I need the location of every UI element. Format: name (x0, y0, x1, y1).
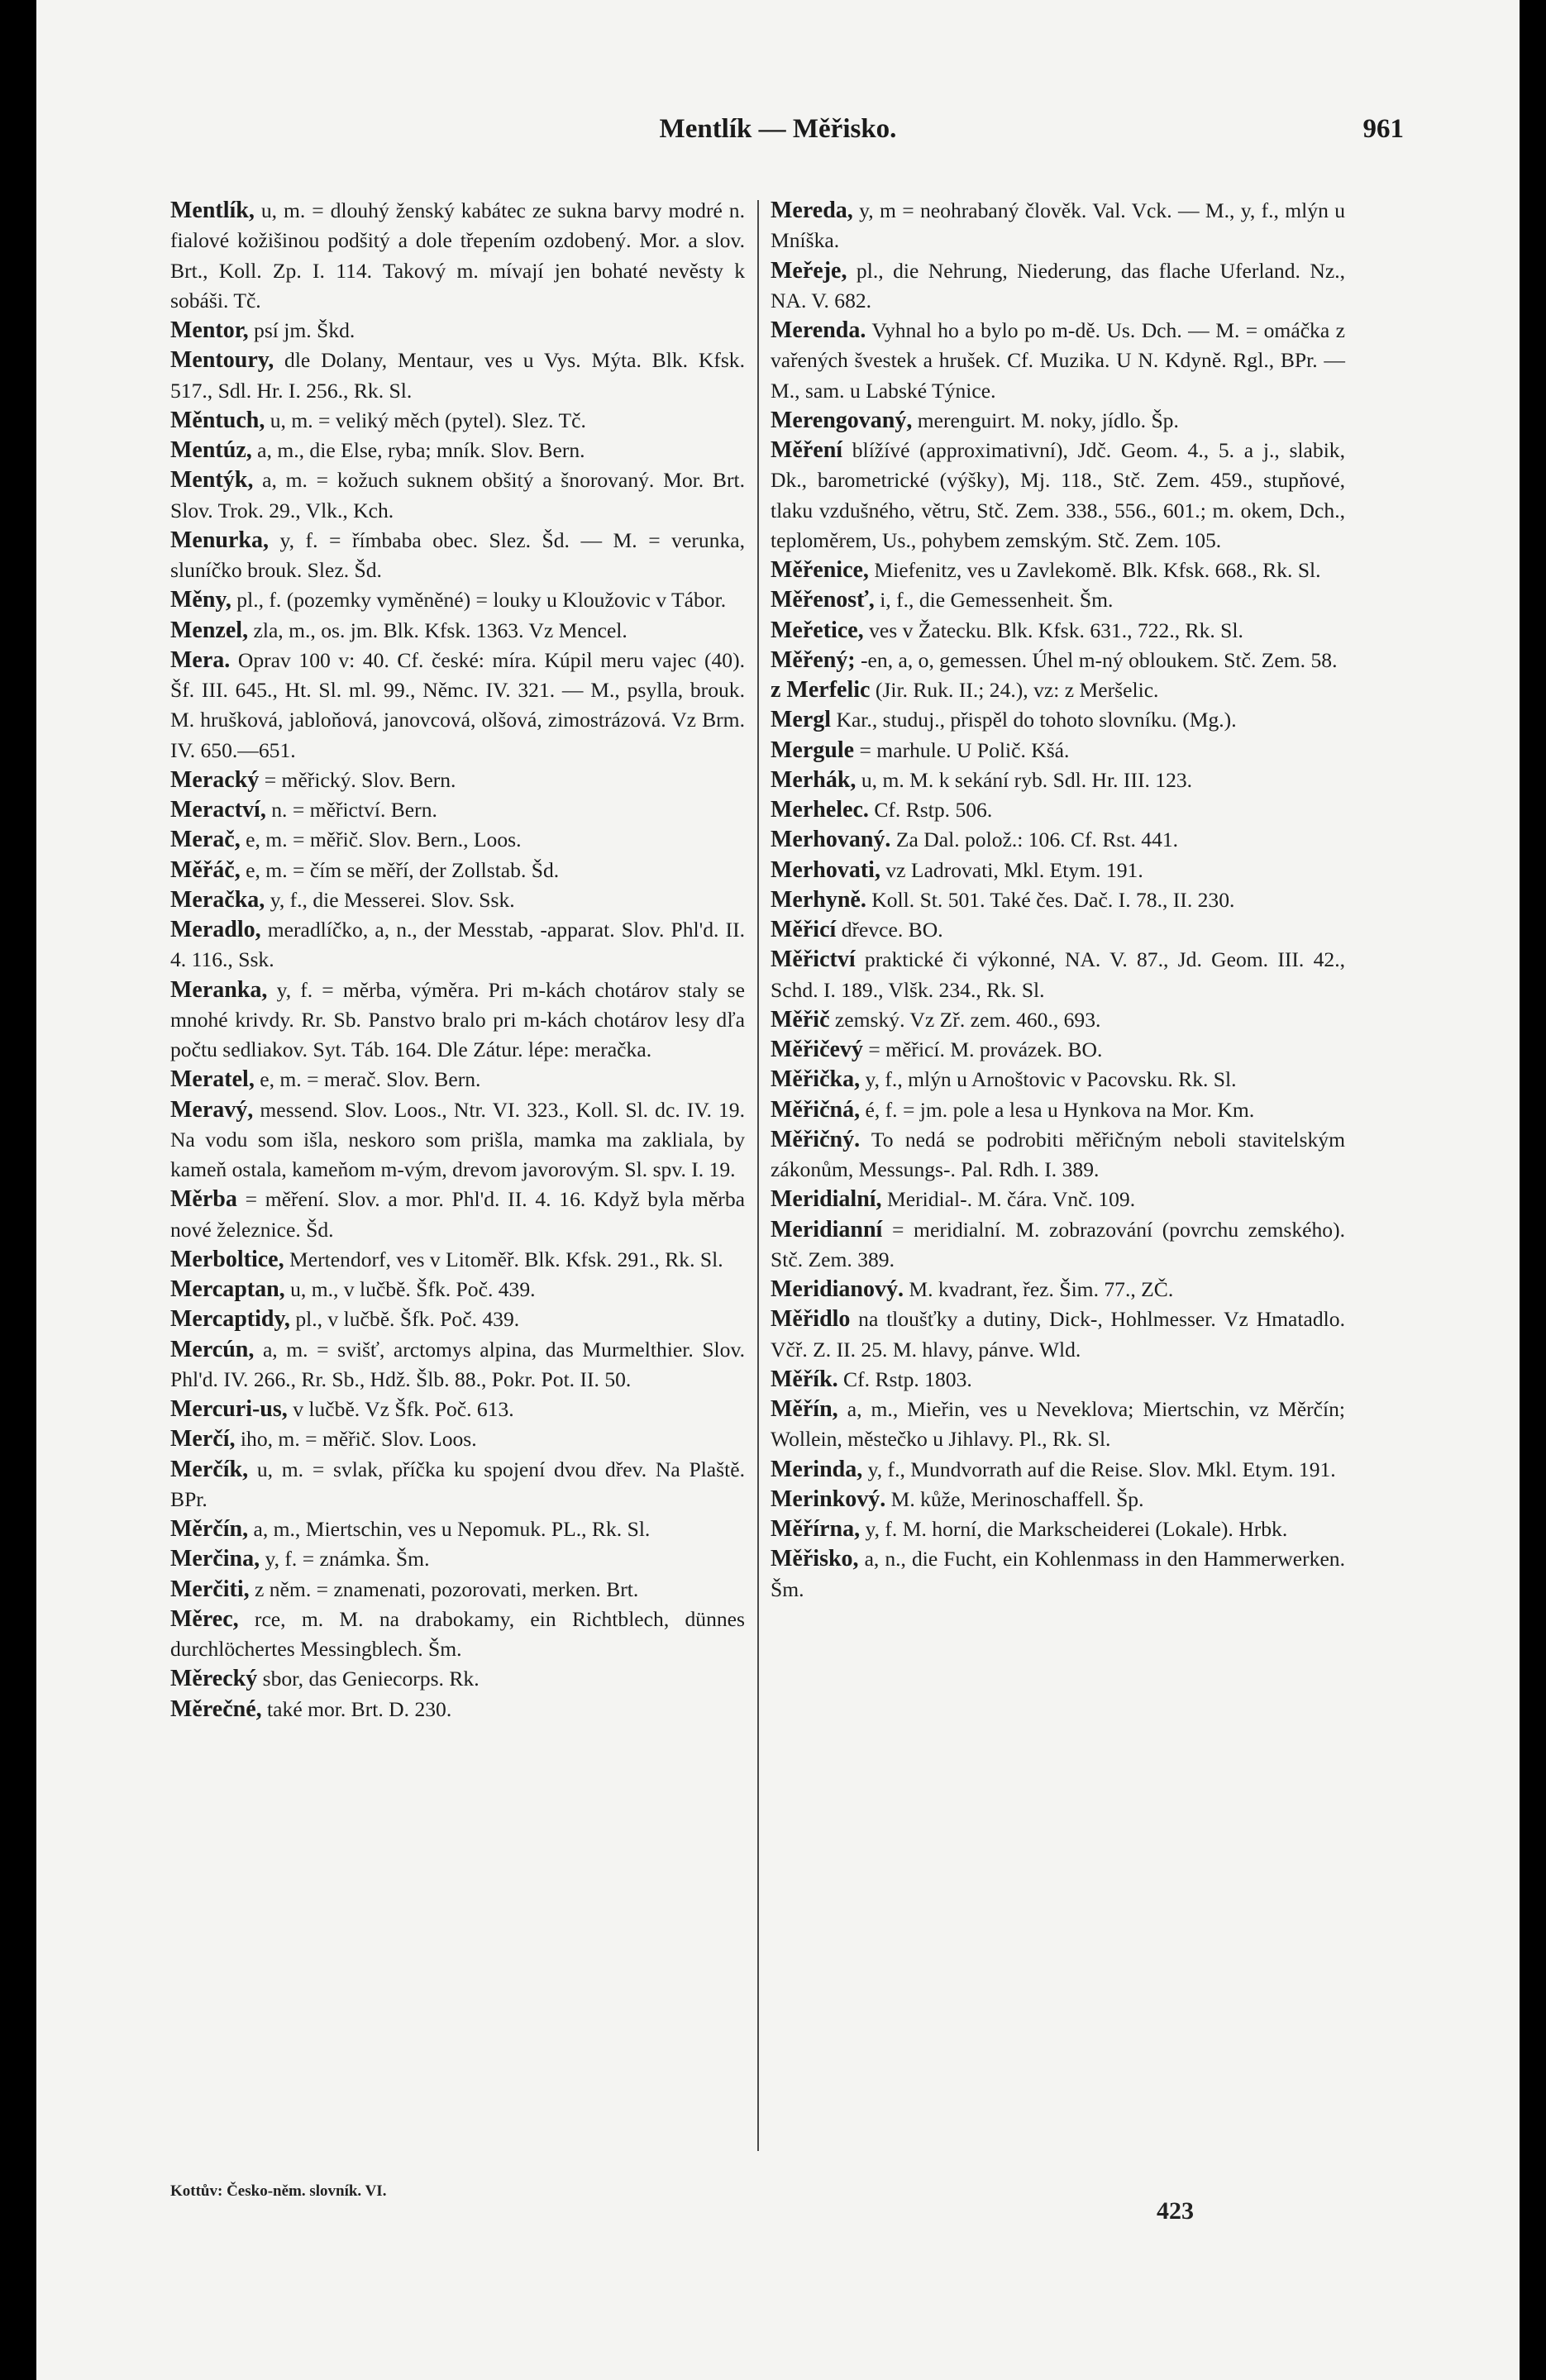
entry-definition: zemský. Vz Zř. zem. 460., 693. (834, 1007, 1101, 1032)
entry-headword: Měřičný. (771, 1126, 861, 1152)
entry-definition: y, f., Mundvorrath auf die Reise. Slov. Mkl. Etym. 191. (867, 1457, 1336, 1481)
dictionary-entry (170, 766, 745, 795)
dictionary-entry (170, 465, 745, 526)
entry-headword: Meridialní, (771, 1186, 882, 1213)
dictionary-entry (771, 1485, 1345, 1514)
entry-headword: Mercaptan, (170, 1276, 285, 1302)
entry-definition: z něm. = znamenati, pozorovati, merken. Brt. (255, 1576, 639, 1601)
dictionary-entry (170, 406, 745, 436)
entry-headword: Měřený; (771, 646, 856, 673)
dictionary-entry (771, 646, 1345, 675)
entry-headword: Merinda, (771, 1456, 863, 1482)
entry-headword: Merengovaný, (771, 407, 913, 433)
entry-definition: praktické či výkonné, NA. V. 87., Jd. Geom. III. 42., Schd. I. 189., Vlšk. 234., Rk. Sl. (771, 947, 1345, 1002)
entry-headword: Mereda, (771, 198, 853, 223)
dictionary-entry (771, 256, 1345, 317)
entry-definition: u, m., v lučbě. Šfk. Poč. 439. (290, 1277, 536, 1301)
entry-definition: y, f. = měrba, výměra. Pri m-kách chotárov staly se mnohé krivdy. Rr. Sb. Panstvo bralo pri m-kách chotárov lesy dľa počtu sedliakov. Syt. Táb. 164. Dle Zátur. lépe: meračka. (170, 977, 745, 1061)
page-number: 961 (1362, 114, 1404, 144)
entry-headword: Meridianový. (771, 1276, 904, 1302)
entry-headword: Meřetice, (771, 617, 864, 643)
dictionary-entry (170, 1095, 745, 1185)
entry-definition: y, f. M. horní, die Markscheiderei (Lokale). Hrbk. (865, 1517, 1288, 1541)
entry-definition: iho, m. = měřič. Slov. Loos. (240, 1427, 477, 1452)
entry-definition: y, f., die Messerei. Slov. Ssk. (270, 887, 515, 912)
dictionary-entry (170, 1455, 745, 1515)
dictionary-entry (771, 556, 1345, 585)
entry-definition: M. kvadrant, řez. Šim. 77., ZČ. (909, 1277, 1174, 1301)
dictionary-entry (771, 1035, 1345, 1065)
entry-definition: Cf. Rstp. 1803. (843, 1366, 972, 1391)
dictionary-entry (771, 736, 1345, 766)
entry-definition: vz Ladrovati, Mkl. Etym. 191. (885, 857, 1143, 882)
dictionary-entry (170, 1605, 745, 1665)
entry-headword: Mera. (170, 646, 231, 673)
dictionary-entry (771, 1005, 1345, 1035)
dictionary-entry (771, 1544, 1345, 1605)
dictionary-entry (170, 825, 745, 855)
dictionary-entry (771, 795, 1345, 825)
entry-definition: merenguirt. M. noky, jídlo. Šp. (917, 408, 1179, 432)
entry-headword: Měrčín, (170, 1516, 249, 1542)
entry-headword: Merboltice, (170, 1246, 284, 1272)
dictionary-entry (771, 616, 1345, 646)
entry-definition: blížívé (approximativní), Jdč. Geom. 4., 5. a j., slabik, Dk., barometrické (výšky), Mj. 118., Stč. Zem. 459., stupňové, tlaku vzdušného, větru, Stč. Zem. 338., 556., 601.; m. okem, Dch., teploměrem, Us., pohybem zemským. Stč. Zem. 105. (771, 438, 1345, 552)
publisher-note: Kottův: Česko-něm. slovník. VI. (170, 2182, 387, 2200)
entry-headword: Menurka, (170, 527, 269, 553)
entry-headword: Mercuri-us, (170, 1396, 288, 1422)
dictionary-entry (771, 915, 1345, 945)
dictionary-entry (170, 1664, 745, 1694)
entry-headword: Meratel, (170, 1066, 255, 1093)
dictionary-entry (771, 1275, 1345, 1304)
entry-definition: y, f. = římbaba obec. Slez. Šd. — M. = verunka, sluníčko brouk. Slez. Šd. (170, 527, 745, 582)
entry-headword: Mentúz, (170, 437, 252, 463)
entry-definition: pl., f. (pozemky vyměněné) = louky u Kloužovic v Tábor. (236, 588, 727, 613)
entry-headword: Měřičná, (771, 1096, 861, 1123)
dictionary-entry (771, 705, 1345, 735)
entry-headword: Měřenosť, (771, 587, 875, 613)
entry-definition: Miefenitz, ves u Zavlekomě. Blk. Kfsk. 668., Rk. Sl. (874, 558, 1321, 582)
entry-headword: Meradlo, (170, 917, 261, 942)
entry-definition: messend. Slov. Loos., Ntr. VI. 323., Koll. Sl. dc. IV. 19. Na vodu som išla, neskoro som prišla, mamka ma zakliala, by kameň ostala, kameňom m-vým, drevom javorovým. Sl. spv. I. 19. (170, 1097, 745, 1181)
page-header (36, 114, 1520, 155)
entry-headword: Meřeje, (771, 257, 847, 284)
entry-definition: e, m. = měřič. Slov. Bern., Loos. (246, 828, 522, 852)
entry-definition: u, m. M. k sekání ryb. Sdl. Hr. III. 123. (861, 767, 1193, 792)
entry-definition: také mor. Brt. D. 230. (267, 1696, 452, 1721)
entry-headword: Merenda. (771, 317, 866, 343)
entry-definition: zla, m., os. jm. Blk. Kfsk. 1363. Vz Mencel. (253, 618, 627, 642)
entry-headword: Meracký (170, 766, 260, 793)
dictionary-page (36, 0, 1520, 2380)
entry-definition: pl., die Nehrung, Niederung, das flache Uferland. Nz., NA. V. 682. (771, 258, 1345, 312)
dictionary-entry (170, 856, 745, 885)
dictionary-entry (170, 196, 745, 316)
entry-definition: = měřický. Slov. Bern. (264, 767, 456, 792)
entry-headword: Merhák, (771, 766, 857, 793)
entry-headword: z Merfelic (771, 677, 871, 703)
entry-definition: Cf. Rstp. 506. (874, 798, 993, 822)
dictionary-entry (771, 1185, 1345, 1214)
entry-headword: Mergule (771, 737, 855, 763)
entry-definition: n. = měřictví. Bern. (271, 798, 437, 822)
left-column (170, 196, 745, 1724)
entry-definition: = marhule. U Polič. Kšá. (859, 737, 1070, 762)
dictionary-entry (771, 856, 1345, 885)
entry-headword: Merhyně. (771, 886, 866, 913)
entry-definition: e, m. = merač. Slov. Bern. (260, 1067, 481, 1092)
column-divider (757, 200, 759, 2151)
entry-definition: a, n., die Fucht, ein Kohlenmass in den Hammerwerken. Šm. (771, 1547, 1345, 1601)
dictionary-entry (771, 1125, 1345, 1185)
dictionary-entry (771, 436, 1345, 556)
entry-headword: Merhovati, (771, 856, 880, 883)
dictionary-entry (170, 1065, 745, 1095)
dictionary-entry (170, 1185, 745, 1245)
entry-headword: Měrba (170, 1186, 237, 1213)
dictionary-entry (170, 1575, 745, 1605)
entry-headword: Měřenice, (771, 557, 869, 583)
entry-headword: Měřičevý (771, 1037, 863, 1062)
entry-definition: sbor, das Geniecorps. Rk. (262, 1667, 480, 1691)
entry-definition: = meridialní. M. zobrazování (povrchu zemského). Stč. Zem. 389. (771, 1217, 1346, 1271)
entry-definition: dřevce. BO. (841, 918, 943, 942)
entry-headword: Merinkový. (771, 1486, 886, 1512)
running-title: Mentlík — Měřisko. (659, 114, 897, 144)
entry-definition: u, m. = svlak, příčka ku spojení dvou dřev. Na Plaště. BPr. (170, 1457, 745, 1511)
dictionary-entry (170, 1544, 745, 1574)
entry-headword: Měny, (170, 587, 231, 613)
dictionary-entry (771, 1395, 1345, 1455)
dictionary-entry (170, 585, 745, 615)
entry-definition: Oprav 100 v: 40. Cf. české: míra. Kúpil meru vajec (40). Šf. III. 645., Ht. Sl. ml. 99., Němc. IV. 321. — M., psylla, brouk. M. hrušková, jabloňová, janovcová, olšová, zimostrázová. Vz Brm. IV. 650.—651. (170, 647, 745, 762)
entry-headword: Meravý, (170, 1096, 254, 1123)
dictionary-entry (771, 1095, 1345, 1125)
entry-definition: na tloušťky a dutiny, Dick-, Hohlmesser. Vz Hmatadlo. Včř. Z. II. 25. M. hlavy, pánve. Wld. (771, 1307, 1345, 1362)
entry-headword: Měřidlo (771, 1306, 851, 1333)
entry-definition: u, m. = veliký měch (pytel). Slez. Tč. (270, 408, 586, 432)
dictionary-entry (170, 1395, 745, 1424)
dictionary-entry (170, 616, 745, 646)
entry-definition: = měření. Slov. a mor. Phl'd. II. 4. 16. Když byla měrba nové železnice. Šd. (170, 1187, 745, 1242)
dictionary-entry (170, 1275, 745, 1304)
entry-headword: Merčí, (170, 1426, 236, 1452)
entry-headword: Mercún, (170, 1336, 255, 1362)
dictionary-entry (170, 646, 745, 766)
dictionary-entry (771, 406, 1345, 436)
dictionary-entry (771, 945, 1345, 1005)
dictionary-entry (771, 1455, 1345, 1485)
dictionary-entry (170, 436, 745, 465)
dictionary-entry (771, 1215, 1345, 1276)
entry-definition: y, f. = známka. Šm. (265, 1547, 430, 1572)
entry-headword: Měřisko, (771, 1546, 859, 1572)
entry-definition: v lučbě. Vz Šfk. Poč. 613. (293, 1397, 514, 1421)
entry-headword: Meractví, (170, 797, 266, 823)
entry-headword: Měřička, (771, 1066, 861, 1093)
entry-headword: Mentor, (170, 317, 249, 343)
dictionary-entry (771, 675, 1345, 705)
entry-headword: Merhovaný. (771, 827, 891, 853)
entry-definition: Vyhnal ho a bylo po m-dě. Us. Dch. — M. = omáčka z vařených švestek a hrušek. Cf. Muzika. U N. Kdyně. Rgl., BPr. — M., sam. u Labské Týnice. (771, 318, 1345, 403)
entry-headword: Meridianní (771, 1216, 883, 1242)
entry-definition: é, f. = jm. pole a lesa u Hynkova na Mor. Km. (865, 1097, 1255, 1122)
entry-definition: M. kůže, Merinoschaffell. Šp. (890, 1486, 1144, 1511)
entry-headword: Meranka, (170, 976, 268, 1003)
entry-definition: ves v Žatecku. Blk. Kfsk. 631., 722., Rk. Sl. (869, 618, 1243, 642)
entry-definition: Kar., studuj., přispěl do tohoto slovníku. (Mg.). (836, 708, 1237, 732)
entry-headword: Mentoury, (170, 347, 274, 374)
entry-headword: Merčina, (170, 1546, 260, 1572)
entry-headword: Měřáč, (170, 856, 241, 883)
entry-headword: Mentlík, (170, 198, 255, 223)
entry-headword: Měrec, (170, 1605, 239, 1632)
entry-headword: Měřík. (771, 1366, 838, 1392)
entry-headword: Měřictví (771, 947, 856, 973)
entry-headword: Měřicí (771, 917, 837, 942)
signature-mark: 423 (1157, 2197, 1194, 2225)
entry-definition: To nedá se podrobiti měřičným neboli stavitelským zákonům, Messungs-. Pal. Rdh. I. 389. (771, 1127, 1346, 1181)
entry-headword: Měrečné, (170, 1696, 262, 1722)
entry-headword: Mercaptidy, (170, 1306, 290, 1333)
dictionary-entry (771, 1065, 1345, 1095)
dictionary-entry (170, 1514, 745, 1544)
entry-headword: Měntuch, (170, 407, 265, 433)
entry-definition: pl., v lučbě. Šfk. Poč. 439. (295, 1307, 520, 1332)
entry-definition: a, m. = svišť, arctomys alpina, das Murmelthier. Slov. Phl'd. IV. 266., Rr. Sb., Hdž. Šlb. 88., Pokr. Pot. II. 50. (170, 1337, 745, 1391)
entry-definition: i, f., die Gemessenheit. Šm. (880, 588, 1114, 613)
entry-definition: (Jir. Ruk. II.; 24.), vz: z Meršelic. (875, 678, 1159, 702)
entry-definition: a, m., Mieřin, ves u Neveklova; Miertschin, vz Měrčín; Wollein, městečko u Jihlavy. Pl., Rk. Sl. (771, 1397, 1345, 1452)
dictionary-entry (771, 885, 1345, 915)
dictionary-entry (170, 915, 745, 975)
dictionary-entry (170, 795, 745, 825)
entry-definition: rce, m. M. na drabokamy, ein Richtblech, dünnes durchlöchertes Messingblech. Šm. (170, 1606, 745, 1661)
dictionary-entry (170, 316, 745, 346)
dictionary-entry (170, 346, 745, 406)
dictionary-entry (771, 585, 1345, 615)
entry-definition: y, m = neohrabaný člověk. Val. Vck. — M., y, f., mlýn u Mníška. (771, 198, 1345, 253)
entry-headword: Merčík, (170, 1456, 249, 1482)
entry-headword: Měřírna, (771, 1516, 861, 1542)
entry-headword: Merhelec. (771, 797, 869, 823)
entry-headword: Měřič (771, 1006, 830, 1033)
entry-definition: Meridial-. M. čára. Vnč. 109. (886, 1187, 1136, 1212)
entry-headword: Měření (771, 437, 843, 463)
dictionary-entry (771, 196, 1345, 256)
entry-headword: Mergl (771, 707, 832, 733)
dictionary-entry (170, 885, 745, 915)
entry-headword: Meračka, (170, 886, 265, 913)
dictionary-entry (771, 316, 1345, 406)
entry-headword: Merčiti, (170, 1576, 250, 1602)
entry-definition: e, m. = čím se měří, der Zollstab. Šd. (246, 857, 560, 882)
entry-headword: Měřín, (771, 1396, 838, 1422)
entry-definition: a, m. = kožuch suknem obšitý a šnorovaný. Mor. Brt. Slov. Trok. 29., Vlk., Kch. (170, 468, 746, 522)
entry-headword: Merač, (170, 827, 241, 853)
entry-definition: a, m., die Else, ryba; mník. Slov. Bern. (257, 438, 585, 462)
entry-definition: dle Dolany, Mentaur, ves u Vys. Mýta. Blk. Kfsk. 517., Sdl. Hr. I. 256., Rk. Sl. (170, 348, 745, 403)
dictionary-entry (771, 1514, 1345, 1544)
entry-headword: Měrecký (170, 1666, 258, 1692)
dictionary-entry (170, 1424, 745, 1454)
entry-definition: a, m., Miertschin, ves u Nepomuk. PL., Rk. Sl. (253, 1517, 651, 1541)
dictionary-entry (170, 1695, 745, 1724)
dictionary-entry (771, 1304, 1345, 1365)
entry-definition: u, m. = dlouhý ženský kabátec ze sukna barvy modré n. fialové kožišinou podšitý a dole třepením ozdobený. Mor. a slov. Brt., Koll. Zp. I. 114. Takový m. mívají jen bohaté nevěsty k sobáši. Tč. (170, 198, 745, 312)
entry-definition: Za Dal. polož.: 106. Cf. Rst. 441. (895, 828, 1179, 852)
dictionary-entry (170, 526, 745, 586)
dictionary-entry (170, 1335, 745, 1395)
dictionary-entry (771, 766, 1345, 795)
dictionary-entry (170, 975, 745, 1066)
dictionary-entry (771, 825, 1345, 855)
entry-headword: Mentýk, (170, 467, 254, 494)
entry-definition: = měřicí. M. provázek. BO. (868, 1037, 1103, 1061)
entry-headword: Menzel, (170, 617, 249, 643)
entry-definition: Mertendorf, ves v Litoměř. Blk. Kfsk. 291., Rk. Sl. (289, 1247, 723, 1271)
entry-definition: meradlíčko, a, n., der Messtab, -apparat. Slov. Phl'd. II. 4. 116., Ssk. (170, 918, 745, 972)
dictionary-entry (170, 1304, 745, 1334)
entry-definition: -en, a, o, gemessen. Úhel m-ný obloukem. Stč. Zem. 58. (861, 647, 1338, 672)
entry-definition: Koll. St. 501. Také čes. Dač. I. 78., II. 230. (871, 887, 1235, 912)
dictionary-entry (170, 1245, 745, 1275)
dictionary-entry (771, 1365, 1345, 1395)
entry-definition: y, f., mlýn u Arnoštovic v Pacovsku. Rk. Sl. (865, 1067, 1237, 1092)
entry-definition: psí jm. Škd. (254, 318, 355, 342)
right-column (771, 196, 1345, 1605)
